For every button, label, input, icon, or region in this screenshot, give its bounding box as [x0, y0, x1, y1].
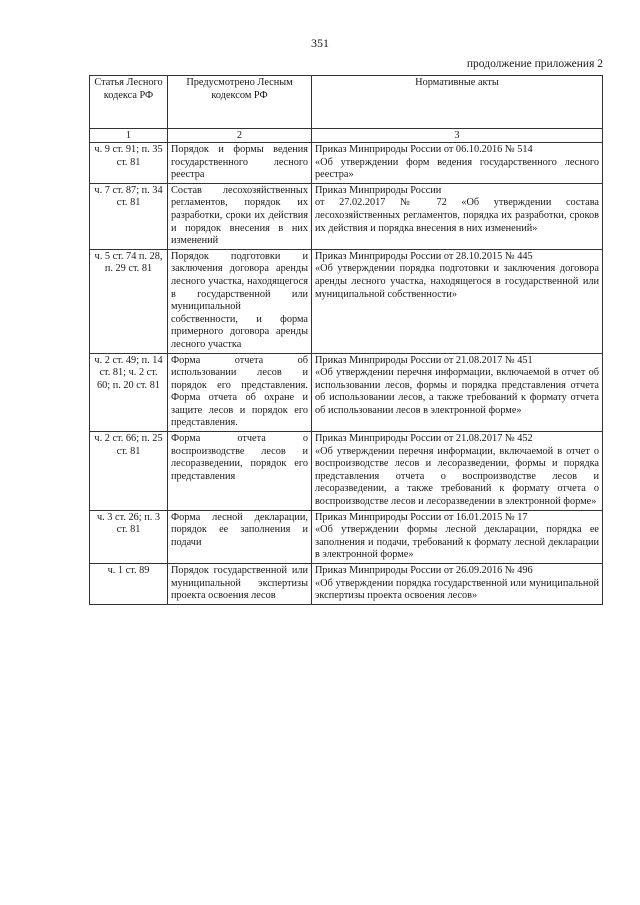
- act-title: Приказ Минприроды России от 28.10.2015 № 445: [315, 250, 533, 262]
- provision-cell: Порядок государственной или муниципальной экспертизы проекта освоения лесов: [168, 564, 312, 605]
- article-cell: ч. 3 ст. 26; п. 3 ст. 81: [90, 510, 168, 563]
- table-row: [90, 143, 603, 184]
- provision-cell: Форма отчета о воспроизводстве лесов и лесоразведении, порядок его представления: [168, 432, 312, 511]
- table-row: [90, 510, 603, 563]
- normative-act-cell: [312, 510, 603, 563]
- normative-act-cell: [312, 143, 603, 184]
- table-row: [90, 353, 603, 432]
- header-normative-acts: Нормативные акты: [312, 76, 603, 129]
- article-cell: ч. 1 ст. 89: [90, 564, 168, 605]
- article-cell: ч. 2 ст. 66; п. 25 ст. 81: [90, 432, 168, 511]
- act-description: «Об утверждении порядка государственной или муниципальной экспертизы проекта освоения лесов»: [315, 577, 599, 602]
- page-number: 351: [311, 36, 329, 50]
- table-row: [90, 564, 603, 605]
- article-cell: ч. 2 ст. 49; п. 14 ст. 81; ч. 2 ст. 60; п. 20 ст. 81: [90, 353, 168, 432]
- index-cell: 2: [168, 129, 312, 143]
- act-title: Приказ Минприроды России от 21.08.2017 № 451: [315, 354, 533, 366]
- regulatory-acts-table: [89, 75, 603, 605]
- act-description: «Об утверждении формы лесной декларации, порядка ее заполнения и подачи, требований к формату лесной декларации в электронной форме»: [315, 524, 599, 561]
- continuation-caption: продолжение приложения 2: [466, 58, 603, 70]
- article-cell: ч. 9 ст. 91; п. 35 ст. 81: [90, 143, 168, 184]
- provision-cell: Порядок и формы ведения государственного лесного реестра: [168, 143, 312, 184]
- act-title: Приказ Минприроды России: [315, 184, 442, 196]
- index-cell: 3: [312, 129, 603, 143]
- table-row: [90, 249, 603, 353]
- normative-act-cell: [312, 249, 603, 353]
- table-header-row: [90, 76, 603, 129]
- normative-act-cell: [312, 432, 603, 511]
- article-cell: ч. 5 ст. 74 п. 28, п. 29 ст. 81: [90, 249, 168, 353]
- act-title: Приказ Минприроды России от 06.10.2016 № 514: [315, 144, 533, 155]
- act-description: от 27.02.2017 № 72 «Об утверждении состава лесохозяйственных регламентов, порядка их разработки, сроков их действия и порядка внесения в них изменений»: [315, 197, 599, 234]
- header-provision: Предусмотрено Лесным кодексом РФ: [168, 76, 312, 129]
- index-cell: 1: [90, 129, 168, 143]
- provision-cell: Форма отчета об использовании лесов и порядок его представления. Форма отчета об охране и защите лесов и порядок его представления.: [168, 353, 312, 432]
- normative-act-cell: [312, 564, 603, 605]
- act-title: Приказ Минприроды России от 16.01.2015 № 17: [315, 511, 528, 523]
- provision-cell: Порядок подготовки и заключения договора аренды лесного участка, находящегося в государственной или муниципальной собственности, и форма примерного договора аренды лесного участка: [168, 249, 312, 353]
- table-index-row: [90, 129, 603, 143]
- act-description: «Об утверждении перечня информации, включаемой в отчет об использовании лесов, формы и порядка представления отчета об использовании лесов, а также требований к формату отчета об использовании лесов в электронной форме»: [315, 367, 599, 416]
- table-row: [90, 432, 603, 511]
- act-description: «Об утверждении форм ведения государственного лесного реестра»: [315, 156, 599, 181]
- provision-cell: Форма лесной декларации, порядок ее заполнения и подачи: [168, 510, 312, 563]
- act-description: «Об утверждении перечня информации, включаемой в отчет о воспроизводстве лесов и лесоразведении, формы и порядка представления отчета о воспроизводстве лесов и лесоразведении, а также требований к формату отчета о воспроизводстве лесов и лесоразведении в электронной форме»: [315, 445, 599, 508]
- act-title: Приказ Минприроды России от 21.08.2017 № 452: [315, 433, 533, 445]
- act-title: Приказ Минприроды России от 26.09.2016 № 496: [315, 565, 533, 576]
- act-description: «Об утверждении порядка подготовки и заключения договора аренды лесного участка, находящегося в государственной или муниципальной собственности»: [315, 263, 599, 300]
- normative-act-cell: [312, 353, 603, 432]
- header-article: Статья Лесного кодекса РФ: [90, 76, 168, 129]
- normative-act-cell: [312, 183, 603, 249]
- article-cell: ч. 7 ст. 87; п. 34 ст. 81: [90, 183, 168, 249]
- table-row: [90, 183, 603, 249]
- provision-cell: Состав лесохозяйственных регламентов, порядок их разработки, сроки их действия и порядок внесения в них изменений: [168, 183, 312, 249]
